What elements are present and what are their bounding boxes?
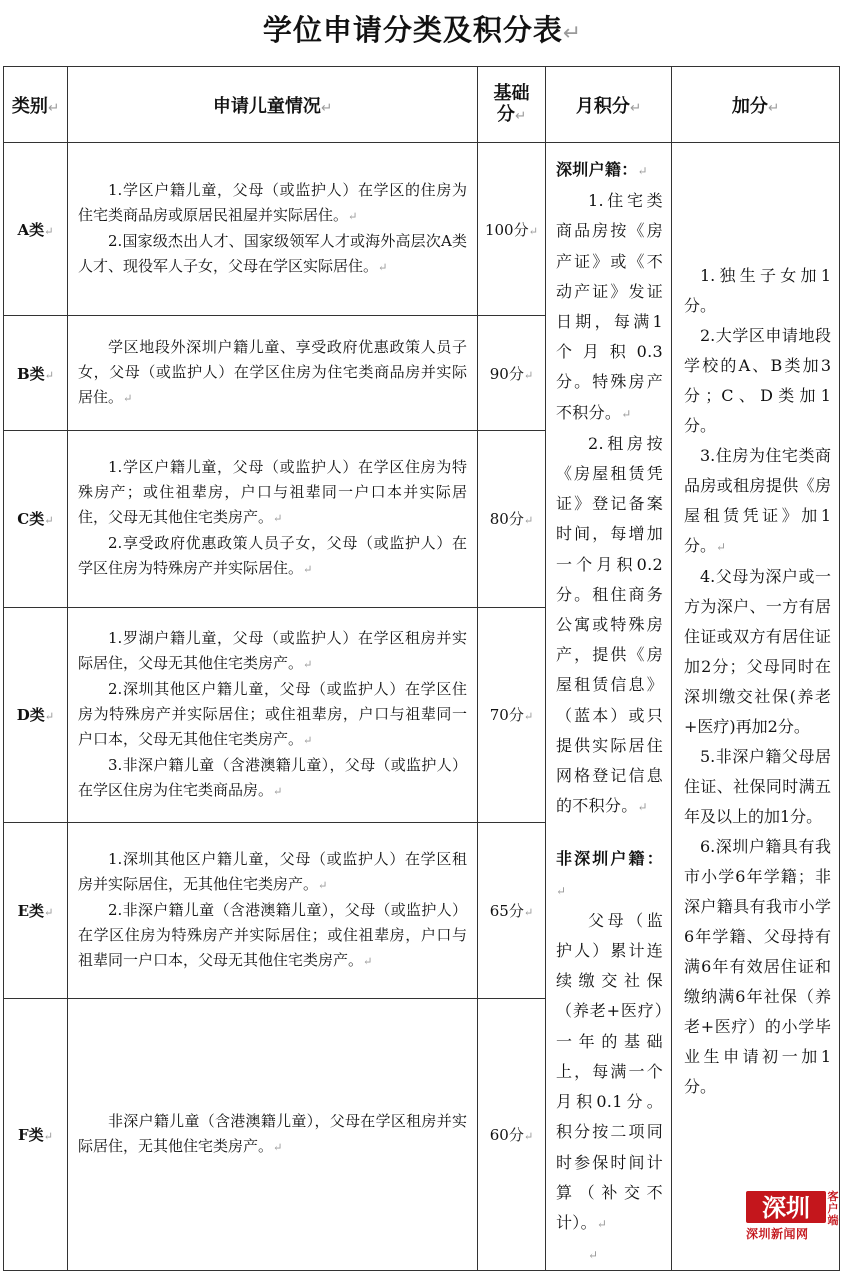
base-points-cell: 60分 ↵ (478, 999, 546, 1271)
source-logo (746, 1191, 842, 1243)
shenzhen-logo-icon (746, 1191, 826, 1223)
situation-cell: 1.学区户籍儿童，父母（或监护人）在学区住房为特殊房产；或住祖辈房，户口与祖辈同一户口本并实际居住，父母无其他住宅类房产。 ↵ 2.享受政府优惠政策人员子女，父母（或监护人）在学区住房为特殊房产并实际居住。 ↵ (68, 430, 478, 607)
base-points-cell: 100分 ↵ (478, 143, 546, 316)
monthly-points-cell: 深圳户籍： ↵ 1.住宅类商品房按《房产证》或《不动产证》发证日期，每满1个月积0.3分。特殊房产不积分。 ↵ 2.租房按《房屋租赁凭证》登记备案时间，每增加一个月积0.2分。租住商务公寓或特殊房产，提供《房屋租赁信息》（蓝本）或只提供实际居住网格登记信息的不积分。 ↵ 非深圳户籍： ↵ 父母（监护人）累计连续缴交社保（养老+医疗）一年的基础上，每满一个月积0.1分。积分按二项同时参保时间计算（补交不计）。 ↵ ↵ (546, 143, 672, 1271)
situation-cell: 1.深圳其他区户籍儿童，父母（或监护人）在学区租房并实际居住，无其他住宅类房产。 ↵ 2.非深户籍儿童（含港澳籍儿童），父母（或监护人）在学区住房为特殊房产并实际居住；或住祖辈房，户口与祖辈同一户口本，父母无其他住宅类房产。 ↵ (68, 822, 478, 998)
points-table (3, 66, 840, 1271)
category-cell: A类 ↵ (4, 143, 68, 316)
situation-cell: 学区地段外深圳户籍儿童、享受政府优惠政策人员子女，父母（或监护人）在学区住房为住宅类商品房并实际居住。 ↵ (68, 316, 478, 430)
base-points-cell: 80分 ↵ (478, 430, 546, 607)
header-base: 基础 分 ↵ (478, 67, 546, 143)
category-cell: D类 ↵ (4, 608, 68, 823)
svg-text:深圳: 深圳 (762, 1194, 810, 1222)
table-row (4, 143, 840, 316)
situation-cell: 1.罗湖户籍儿童，父母（或监护人）在学区租房并实际居住，父母无其他住宅类房产。 ↵ 2.深圳其他区户籍儿童，父母（或监护人）在学区住房为特殊房产并实际居住；或住祖辈房，户口与祖辈同一户口本，父母无其他住宅类房产。 ↵ 3.非深户籍儿童（含港澳籍儿童），父母（或监护人）在学区住房为住宅类商品房。 ↵ (68, 608, 478, 823)
category-cell: E类 ↵ (4, 822, 68, 998)
base-points-cell: 65分 ↵ (478, 822, 546, 998)
situation-cell: 1.学区户籍儿童，父母（或监护人）在学区的住房为住宅类商品房或原居民祖屋并实际居住。 ↵ 2.国家级杰出人才、国家级领军人才或海外高层次A类人才、现役军人子女，父母在学区实际居住。 ↵ (68, 143, 478, 316)
base-points-cell: 90分 ↵ (478, 316, 546, 430)
category-cell: F类 ↵ (4, 999, 68, 1271)
header-situation: 申请儿童情况 ↵ (68, 67, 478, 143)
page-title: 学位申请分类及积分表 ↵ (0, 8, 845, 49)
header-row (4, 67, 840, 143)
paragraph-mark-icon (563, 21, 582, 46)
category-cell: C类 ↵ (4, 430, 68, 607)
header-monthly: 月积分 ↵ (546, 67, 672, 143)
logo-sub-text: 深圳新闻网 (746, 1227, 809, 1241)
base-points-cell: 70分 ↵ (478, 608, 546, 823)
bonus-cell: 1.独生子女加1分。 2.大学区申请地段学校的A、B类加3分；C、D类加1分。 3.住房为住宅类商品房或租房提供《房屋租赁凭证》加1分。 ↵ 4.父母为深户或一方为深户、一方有居住证或双方有居住证加2分；父母同时在深圳缴交社保(养老+医疗)再加2分。 5.非深户籍父母居住证、社保同时满五年及以上的加1分。 6.深圳户籍具有我市小学6年学籍；非深户籍具有我市小学6年学籍、父母持有满6年有效居住证和缴纳满6年社保（养老+医疗）的小学毕业生申请初一加1分。 (672, 143, 840, 1271)
situation-cell: 非深户籍儿童（含港澳籍儿童），父母在学区租房并实际居住，无其他住宅类房产。 ↵ (68, 999, 478, 1271)
header-category: 类别 ↵ (4, 67, 68, 143)
header-bonus: 加分 ↵ (672, 67, 840, 143)
logo-side-text: 客户端 (827, 1190, 839, 1227)
category-cell: B类 ↵ (4, 316, 68, 430)
